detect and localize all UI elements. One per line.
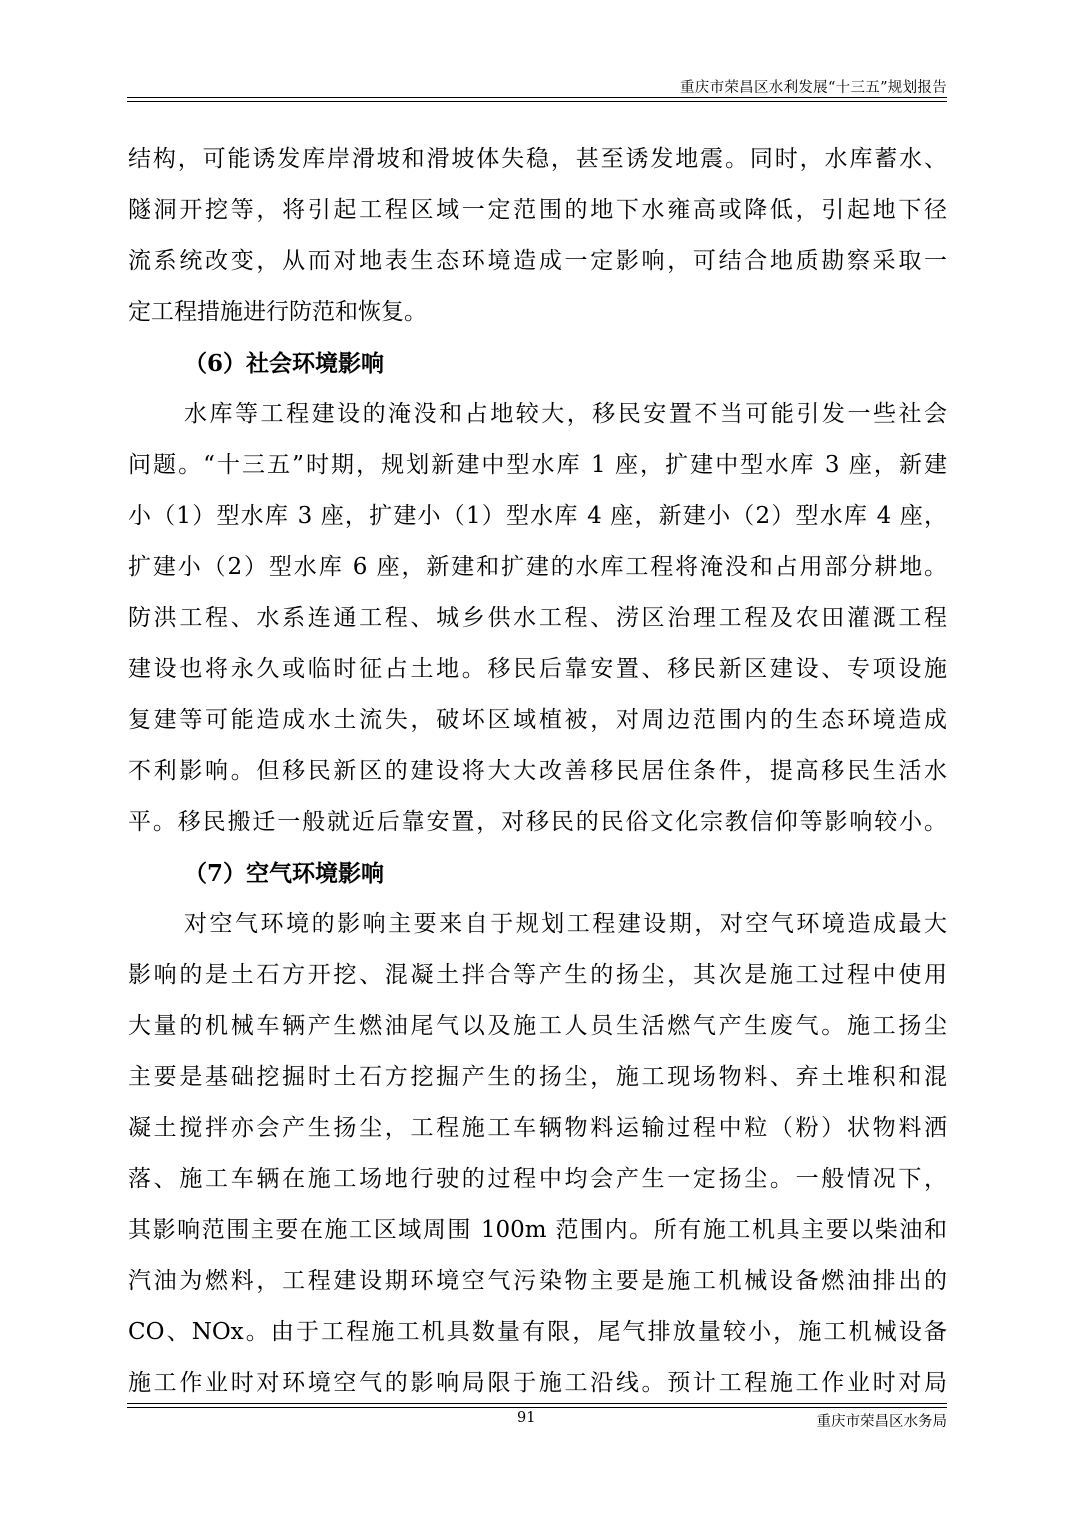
text-line: 大量的机械车辆产生燃油尾气以及施工人员生活燃气产生废气。施工扬尘 — [128, 1013, 947, 1039]
text-line: 水库等工程建设的淹没和占地较大，移民安置不当可能引发一些社会 — [184, 401, 947, 427]
text-line: CO、NOx。由于工程施工机具数量有限，尾气排放量较小，施工机械设备 — [128, 1319, 947, 1345]
text-line: 其影响范围主要在施工区域周围 100m 范围内。所有施工机具主要以柴油和 — [128, 1217, 947, 1243]
text-line: 小（1）型水库 3 座，扩建小（1）型水库 4 座，新建小（2）型水库 4 座， — [128, 503, 947, 529]
text-line: 复建等可能造成水土流失，破坏区域植被，对周边范围内的生态环境造成 — [128, 707, 947, 733]
text-line: 扩建小（2）型水库 6 座，新建和扩建的水库工程将淹没和占用部分耕地。 — [128, 554, 947, 580]
header-rule — [127, 97, 947, 102]
text-line: 施工作业时对环境空气的影响局限于施工沿线。预计工程施工作业时对局 — [128, 1370, 947, 1396]
page-number: 91 — [517, 1410, 536, 1426]
footer-rule — [127, 1403, 947, 1408]
text-line: 对空气环境的影响主要来自于规划工程建设期，对空气环境造成最大 — [184, 911, 947, 937]
text-line: 落、施工车辆在施工场地行驶的过程中均会产生一定扬尘。一般情况下， — [128, 1166, 947, 1192]
text-line: 结构，可能诱发库岸滑坡和滑坡体失稳，甚至诱发地震。同时，水库蓄水、 — [128, 146, 947, 172]
text-line: 隧洞开挖等，将引起工程区域一定范围的地下水雍高或降低，引起地下径 — [128, 197, 947, 223]
text-line: 影响的是土石方开挖、混凝土拌合等产生的扬尘，其次是施工过程中使用 — [128, 962, 947, 988]
text-line: 主要是基础挖掘时土石方挖掘产生的扬尘，施工现场物料、弃土堆积和混 — [128, 1064, 947, 1090]
text-line: 防洪工程、水系连通工程、城乡供水工程、涝区治理工程及农田灌溉工程 — [128, 605, 947, 631]
text-line: 凝土搅拌亦会产生扬尘，工程施工车辆物料运输过程中粒（粉）状物料洒 — [128, 1115, 947, 1141]
text-line: 平。移民搬迁一般就近后靠安置，对移民的民俗文化宗教信仰等影响较小。 — [128, 809, 947, 835]
text-line: 定工程措施进行防范和恢复。 — [128, 299, 427, 325]
text-line: 流系统改变，从而对地表生态环境造成一定影响，可结合地质勘察采取一 — [128, 248, 947, 274]
section-heading-social: （6）社会环境影响 — [184, 350, 385, 377]
text-line: 汽油为燃料，工程建设期环境空气污染物主要是施工机械设备燃油排出的 — [128, 1268, 947, 1294]
footer-organization: 重庆市荣昌区水务局 — [816, 1414, 947, 1430]
text-line: 建设也将永久或临时征占土地。移民后靠安置、移民新区建设、专项设施 — [128, 656, 947, 682]
body-text — [128, 134, 947, 1409]
running-header-title: 重庆市荣昌区水利发展“十三五”规划报告 — [679, 80, 947, 96]
text-line: 不利影响。但移民新区的建设将大大改善移民居住条件，提高移民生活水 — [128, 758, 947, 784]
section-heading-air: （7）空气环境影响 — [184, 860, 385, 887]
text-line: 问题。“十三五”时期，规划新建中型水库 1 座，扩建中型水库 3 座，新建 — [128, 452, 947, 478]
